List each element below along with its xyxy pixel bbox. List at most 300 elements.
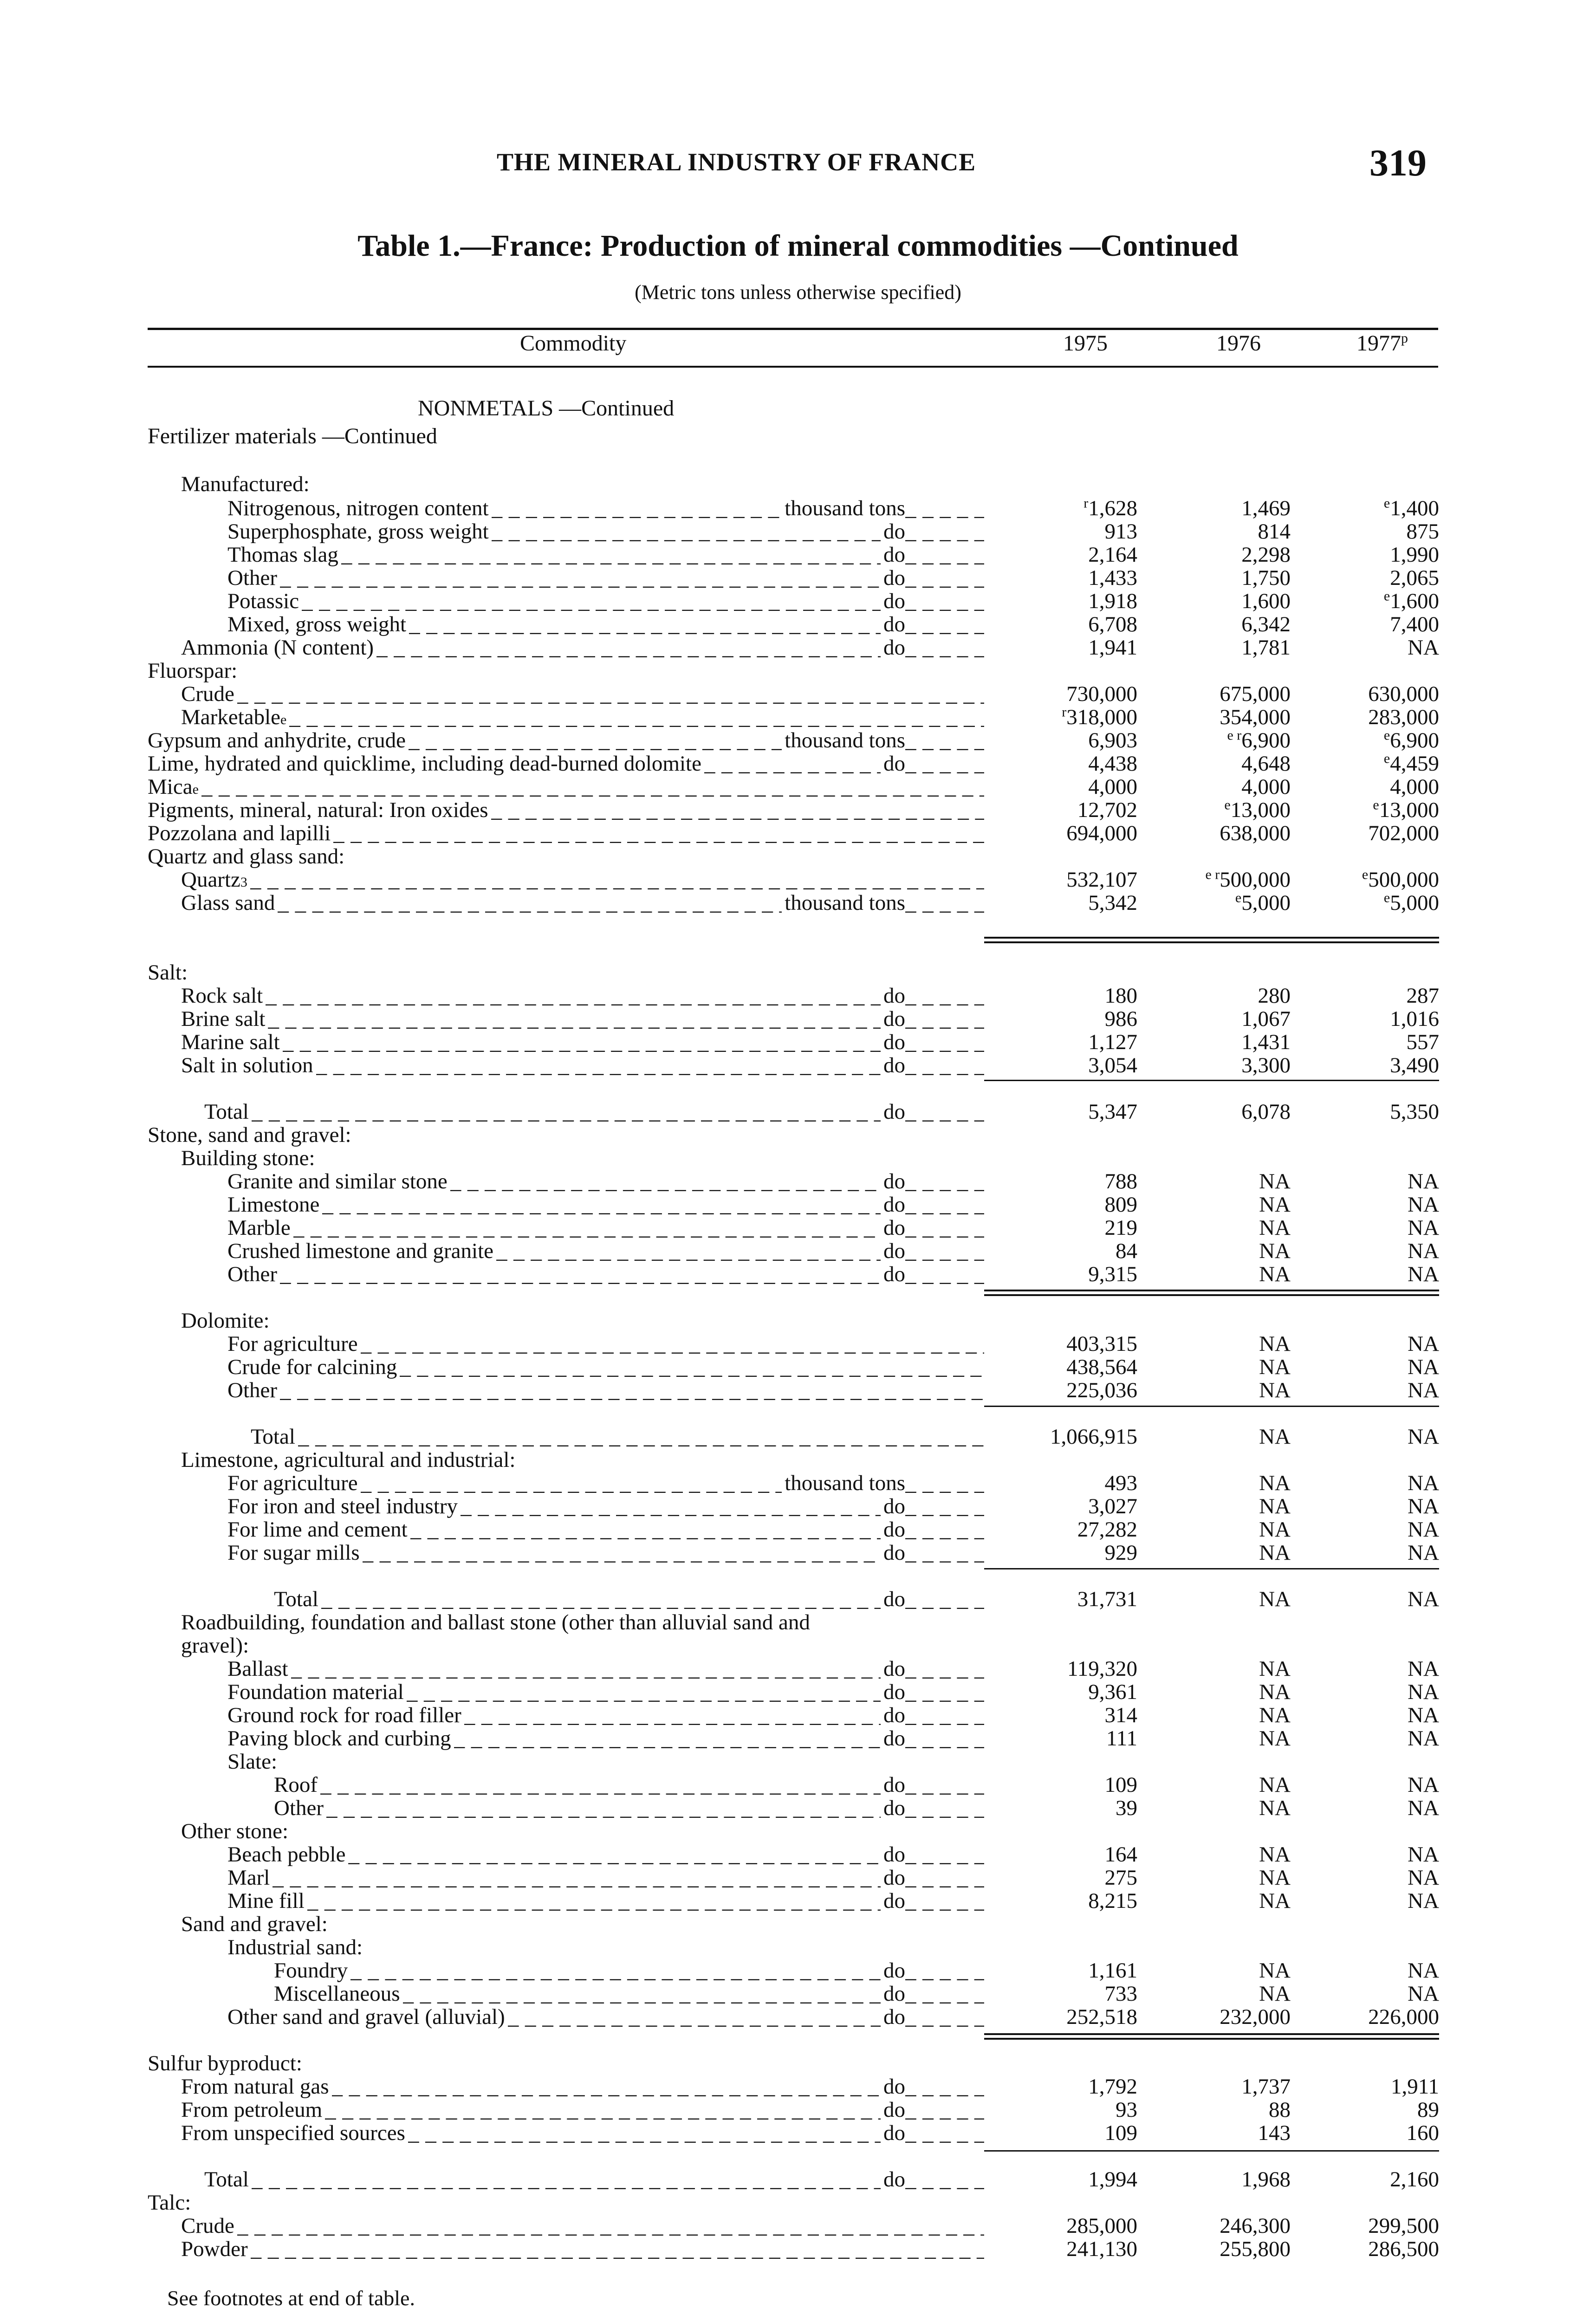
- row-label-text: For iron and steel industry: [227, 1495, 458, 1518]
- dot-leader: [289, 706, 984, 729]
- value-1976: [1151, 1657, 1291, 1680]
- value-1977: [1300, 775, 1439, 798]
- value-1977-text: NA: [1408, 635, 1439, 660]
- value-1976-text: 4,000: [1241, 775, 1291, 799]
- row-unit: do: [883, 1982, 905, 2005]
- value-1975: [1012, 613, 1137, 636]
- value-1977-text: 500,000: [1368, 868, 1439, 892]
- value-1976-text: 1,067: [1241, 1007, 1291, 1031]
- value-1975-text: 180: [1104, 984, 1137, 1008]
- row-label-text: Other: [274, 1796, 324, 1820]
- value-1976: [1151, 1379, 1291, 1402]
- value-1977-text: NA: [1408, 1796, 1439, 1820]
- dot-leader: [704, 752, 881, 775]
- value-1977-text: 875: [1406, 519, 1439, 544]
- row-label: [227, 613, 984, 636]
- row-label: [227, 1843, 984, 1866]
- value-1976-text: 675,000: [1220, 682, 1291, 706]
- value-1977: [1300, 1680, 1439, 1704]
- value-1977: [1300, 543, 1439, 566]
- value-1976-text: 1,750: [1241, 566, 1291, 590]
- value-1976-text: 6,900: [1241, 728, 1291, 752]
- dot-leader: [268, 1007, 881, 1031]
- value-1975-text: 730,000: [1066, 682, 1137, 706]
- value-1976-text: NA: [1259, 1378, 1291, 1402]
- row-unit: do: [883, 1518, 905, 1541]
- dot-leader: [409, 613, 881, 636]
- value-1977: [1300, 822, 1439, 845]
- value-1976: [1151, 1495, 1291, 1518]
- row-label: [227, 1170, 984, 1193]
- table-row: [0, 1100, 1596, 1123]
- value-1975: [1012, 1332, 1137, 1355]
- row-label: [274, 1982, 984, 2005]
- value-1977: [1300, 566, 1439, 590]
- value-1977-text: 5,000: [1390, 891, 1439, 915]
- value-1977: [1300, 1007, 1439, 1031]
- dot-leader: [332, 2075, 881, 2098]
- row-label-text: Crude: [181, 2214, 234, 2237]
- value-1977: [1300, 682, 1439, 706]
- sand-gravel-double-rule: [984, 2033, 1439, 2035]
- value-1975-text: 1,994: [1088, 2167, 1137, 2191]
- value-1977: [1300, 1796, 1439, 1820]
- row-label-text: Nitrogenous, nitrogen content: [227, 497, 489, 520]
- value-1975: [1012, 1495, 1137, 1518]
- row-label-text: Sand and gravel:: [181, 1913, 328, 1936]
- header-1977-year: 1977: [1356, 331, 1401, 356]
- value-1976-text: 280: [1258, 984, 1291, 1008]
- row-label-text: gravel):: [181, 1634, 249, 1657]
- value-1977-text: 299,500: [1368, 2214, 1439, 2238]
- value-1976: [1151, 984, 1291, 1007]
- table-row: [0, 891, 1596, 914]
- row-label-text: Other: [227, 1263, 278, 1286]
- dot-leader-end: [905, 1007, 984, 1031]
- value-1975-mark: r: [1062, 704, 1067, 720]
- value-1976: [1151, 775, 1291, 798]
- table-row: [0, 1541, 1596, 1564]
- dot-leader: [325, 2098, 881, 2121]
- value-1975-text: 694,000: [1066, 821, 1137, 845]
- value-1976: [1151, 1170, 1291, 1193]
- value-1975-text: 913: [1104, 519, 1137, 544]
- value-1975: [1012, 1959, 1137, 1982]
- dot-leader-end: [905, 636, 984, 659]
- value-1977-text: NA: [1408, 1866, 1439, 1890]
- dot-leader: [361, 1472, 782, 1495]
- row-label-text: Ground rock for road filler: [227, 1704, 461, 1727]
- value-1975-text: 532,107: [1066, 868, 1137, 892]
- row-label: [181, 1634, 1300, 1657]
- value-1976: [1151, 706, 1291, 729]
- row-label: [148, 822, 984, 845]
- value-1977-text: 1,016: [1390, 1007, 1439, 1031]
- value-1975-text: 12,702: [1077, 798, 1137, 822]
- value-1977-text: 4,459: [1390, 752, 1439, 776]
- table-row: [0, 2214, 1596, 2237]
- dot-leader-end: [905, 2005, 984, 2029]
- dot-leader-end: [905, 1495, 984, 1518]
- value-1975-text: 493: [1104, 1471, 1137, 1495]
- value-1975: [1012, 543, 1137, 566]
- value-1977: [1300, 1843, 1439, 1866]
- value-1975-text: 3,054: [1088, 1053, 1137, 1077]
- dot-leader: [350, 1959, 881, 1982]
- row-label-text: Glass sand: [181, 891, 275, 914]
- value-1977: [1300, 2168, 1439, 2191]
- row-unit: thousand tons: [785, 497, 905, 520]
- row-label: [181, 984, 984, 1007]
- row-label-text: Salt:: [148, 961, 188, 984]
- value-1977-text: NA: [1408, 1657, 1439, 1681]
- value-1975: [1012, 2075, 1137, 2098]
- value-1976: [1151, 1239, 1291, 1263]
- value-1975: [1012, 2121, 1137, 2145]
- value-1976-text: 638,000: [1220, 821, 1291, 845]
- value-1975: [1012, 752, 1137, 775]
- value-1975: [1012, 1100, 1137, 1123]
- row-label: [227, 1216, 984, 1239]
- value-1976-text: NA: [1259, 1982, 1291, 2006]
- value-1976-text: NA: [1259, 1494, 1291, 1518]
- row-label-text: Lime, hydrated and quicklime, including dead-burned dolomite: [148, 752, 701, 775]
- table-row: [0, 1518, 1596, 1541]
- dot-leader: [307, 1889, 881, 1913]
- row-label: [227, 497, 984, 520]
- value-1976-text: 13,000: [1230, 798, 1291, 822]
- value-1977: [1300, 984, 1439, 1007]
- value-1976: [1151, 1332, 1291, 1355]
- value-1977: [1300, 1704, 1439, 1727]
- row-label-text: Fluorspar:: [148, 659, 238, 682]
- value-1975: [1012, 2168, 1137, 2191]
- value-1975-text: 318,000: [1066, 705, 1137, 729]
- value-1977-text: NA: [1408, 1889, 1439, 1913]
- dot-leader-end: [905, 1263, 984, 1286]
- dot-leader-end: [905, 1472, 984, 1495]
- value-1975-text: 109: [1104, 1773, 1137, 1797]
- value-1976-text: 5,000: [1241, 891, 1291, 915]
- row-unit: do: [883, 1773, 905, 1796]
- dot-leader-end: [905, 497, 984, 520]
- value-1976-text: NA: [1259, 1239, 1291, 1263]
- glass-sand-double-rule-2: [984, 941, 1439, 943]
- table-row: [0, 1611, 1596, 1634]
- value-1975: [1012, 1355, 1137, 1379]
- value-1977-text: NA: [1408, 1958, 1439, 1983]
- value-1975: [1012, 1704, 1137, 1727]
- dot-leader-end: [905, 613, 984, 636]
- row-unit: do: [883, 2075, 905, 2098]
- table-row: [0, 659, 1596, 682]
- dot-leader-end: [905, 1889, 984, 1913]
- dot-leader-end: [905, 1239, 984, 1263]
- value-1976-text: NA: [1259, 1866, 1291, 1890]
- value-1975-text: 241,130: [1066, 2237, 1137, 2261]
- row-unit: do: [883, 1704, 905, 1727]
- row-label: [181, 1913, 1300, 1936]
- row-label-text: Paving block and curbing: [227, 1727, 451, 1750]
- building-stone-double-rule: [984, 1290, 1439, 1291]
- dot-leader: [408, 2121, 881, 2145]
- value-1976-text: NA: [1259, 1169, 1291, 1193]
- value-1976: [1151, 729, 1291, 752]
- value-1977: [1300, 1054, 1439, 1077]
- dot-leader: [491, 798, 984, 822]
- table-row: [0, 1727, 1596, 1750]
- value-1977-text: NA: [1408, 1587, 1439, 1611]
- value-1976-text: 1,469: [1241, 496, 1291, 520]
- value-1977-mark: e: [1383, 890, 1390, 906]
- value-1976-text: 354,000: [1220, 705, 1291, 729]
- value-1975: [1012, 1541, 1137, 1564]
- value-1975-text: 31,731: [1077, 1587, 1137, 1611]
- value-1977-mark: e: [1383, 588, 1390, 604]
- dot-leader: [326, 1796, 881, 1820]
- row-unit: do: [883, 1239, 905, 1263]
- value-1975-text: 5,342: [1088, 891, 1137, 915]
- value-1976: [1151, 1472, 1291, 1495]
- value-1976: [1151, 752, 1291, 775]
- table-row: [0, 1936, 1596, 1959]
- dot-leader: [298, 1425, 984, 1448]
- value-1975-text: 5,347: [1088, 1100, 1137, 1124]
- table-subtitle: (Metric tons unless otherwise specified): [635, 281, 961, 304]
- row-label-text: Ballast: [227, 1657, 288, 1680]
- value-1975: [1012, 1379, 1137, 1402]
- row-label: [227, 1866, 984, 1889]
- value-1975-text: 119,320: [1067, 1657, 1137, 1681]
- row-label: [227, 1263, 984, 1286]
- value-1975-text: 788: [1104, 1169, 1137, 1193]
- value-1976-mark: e r: [1205, 867, 1220, 882]
- row-label-text: Other stone:: [181, 1820, 289, 1843]
- table-row: [0, 868, 1596, 891]
- table-row: [0, 1866, 1596, 1889]
- value-1975: [1012, 2237, 1137, 2261]
- table-row: [0, 1982, 1596, 2005]
- value-1977: [1300, 1518, 1439, 1541]
- row-unit: do: [883, 1193, 905, 1216]
- dot-leader: [251, 2237, 984, 2261]
- dot-leader-end: [905, 1031, 984, 1054]
- table-row: [0, 590, 1596, 613]
- row-label-text: Pozzolana and lapilli: [148, 822, 331, 845]
- dot-leader: [237, 682, 984, 706]
- row-label: [227, 1936, 1300, 1959]
- value-1976-text: 4,648: [1241, 752, 1291, 776]
- value-1975: [1012, 1054, 1137, 1077]
- value-1975: [1012, 729, 1137, 752]
- value-1977-text: 89: [1417, 2098, 1439, 2122]
- value-1977: [1300, 1332, 1439, 1355]
- value-1977-text: NA: [1408, 1471, 1439, 1495]
- row-unit: do: [883, 1170, 905, 1193]
- dot-leader: [508, 2005, 881, 2029]
- row-label-text: Ammonia (N content): [181, 636, 374, 659]
- dot-leader: [492, 520, 881, 543]
- value-1976: [1151, 543, 1291, 566]
- row-label-text: For agriculture: [227, 1472, 358, 1495]
- value-1975: [1012, 1727, 1137, 1750]
- table-row: [0, 1309, 1596, 1332]
- header-1977-mark: p: [1401, 331, 1408, 346]
- value-1975: [1012, 868, 1137, 891]
- row-label-text: Gypsum and anhydrite, crude: [148, 729, 406, 752]
- value-1976-text: NA: [1259, 1726, 1291, 1750]
- row-label-text: Thomas slag: [227, 543, 338, 566]
- value-1976-text: NA: [1259, 1541, 1291, 1565]
- value-1977: [1300, 1866, 1439, 1889]
- row-unit: do: [883, 2168, 905, 2191]
- row-label: [148, 2052, 1300, 2075]
- row-label: [181, 1820, 1300, 1843]
- value-1977-mark: e: [1383, 751, 1390, 766]
- value-1977: [1300, 1495, 1439, 1518]
- dot-leader: [280, 1379, 984, 1402]
- value-1977-text: 6,900: [1390, 728, 1439, 752]
- table-row: [0, 752, 1596, 775]
- value-1975-text: 1,628: [1088, 496, 1137, 520]
- value-1975: [1012, 590, 1137, 613]
- table-row: [0, 822, 1596, 845]
- value-1975-text: 986: [1104, 1007, 1137, 1031]
- row-label: [227, 2005, 984, 2029]
- value-1976: [1151, 2214, 1291, 2237]
- value-1977-text: NA: [1408, 1842, 1439, 1867]
- dot-leader: [454, 1727, 881, 1750]
- value-1976-text: NA: [1259, 1958, 1291, 1983]
- value-1977-text: NA: [1408, 1494, 1439, 1518]
- dot-leader-end: [905, 1657, 984, 1680]
- value-1977: [1300, 2237, 1439, 2261]
- row-label: [181, 891, 984, 914]
- row-label: [227, 1704, 984, 1727]
- row-label-text: Rock salt: [181, 984, 263, 1007]
- dot-leader-end: [905, 1704, 984, 1727]
- dot-leader-end: [905, 984, 984, 1007]
- value-1976-text: NA: [1259, 1587, 1291, 1611]
- value-1975-text: 3,027: [1088, 1494, 1137, 1518]
- dot-leader: [409, 729, 782, 752]
- table-row: [0, 1170, 1596, 1193]
- dot-leader: [316, 1054, 881, 1077]
- dot-leader-end: [905, 2168, 984, 2191]
- dot-leader: [201, 775, 984, 798]
- row-unit: thousand tons: [785, 729, 905, 752]
- row-label: [181, 2098, 984, 2121]
- dot-leader: [341, 543, 881, 566]
- dolomite-subtotal-rule: [984, 1406, 1439, 1407]
- table-row: [0, 1147, 1596, 1170]
- value-1977-text: 1,911: [1390, 2075, 1439, 2099]
- table-row: [0, 2005, 1596, 2029]
- table-row: [0, 1123, 1596, 1147]
- row-label-text: For sugar mills: [227, 1541, 360, 1564]
- row-label-text: Foundry: [274, 1959, 348, 1982]
- value-1975-text: 809: [1104, 1193, 1137, 1217]
- value-1976: [1151, 1866, 1291, 1889]
- value-1977: [1300, 729, 1439, 752]
- value-1977-text: NA: [1408, 1680, 1439, 1704]
- row-label-text: Brine salt: [181, 1007, 266, 1031]
- row-unit: do: [883, 1588, 905, 1611]
- row-label-text: Miscellaneous: [274, 1982, 400, 2005]
- row-label-text: Beach pebble: [227, 1843, 346, 1866]
- value-1977: [1300, 891, 1439, 914]
- value-1975-text: 27,282: [1077, 1517, 1137, 1542]
- dot-leader: [403, 1982, 881, 2005]
- table-title: Table 1.—France: Production of mineral commodities —Continued: [357, 229, 1239, 263]
- dot-leader: [252, 1100, 881, 1123]
- row-label-text: Other: [227, 566, 278, 590]
- dot-leader: [237, 2214, 984, 2237]
- value-1975-text: 929: [1104, 1541, 1137, 1565]
- row-unit: do: [883, 752, 905, 775]
- value-1975-text: 109: [1104, 2121, 1137, 2145]
- table-row: [0, 1332, 1596, 1355]
- dot-leader-end: [905, 1518, 984, 1541]
- table-row: [0, 1263, 1596, 1286]
- row-label-text: Total: [274, 1588, 318, 1611]
- value-1976: [1151, 2075, 1291, 2098]
- value-1976: [1151, 1982, 1291, 2005]
- value-1975: [1012, 1216, 1137, 1239]
- table-row: [0, 2098, 1596, 2121]
- value-1975-text: 6,708: [1088, 612, 1137, 636]
- value-1976: [1151, 1773, 1291, 1796]
- row-unit: do: [883, 520, 905, 543]
- table-row: [0, 798, 1596, 822]
- value-1975-text: 111: [1106, 1726, 1137, 1750]
- value-1976: [1151, 1031, 1291, 1054]
- dot-leader: [333, 822, 984, 845]
- row-unit: do: [883, 1727, 905, 1750]
- row-label-text: Total: [204, 1100, 249, 1123]
- row-unit: do: [883, 2121, 905, 2145]
- row-label-text: Total: [204, 2168, 249, 2191]
- value-1976-text: 246,300: [1220, 2214, 1291, 2238]
- value-1977: [1300, 1425, 1439, 1448]
- dot-leader-end: [905, 1796, 984, 1820]
- row-unit: do: [883, 613, 905, 636]
- row-label-text: Crushed limestone and granite: [227, 1239, 493, 1263]
- value-1976: [1151, 1588, 1291, 1611]
- dot-leader-end: [905, 1959, 984, 1982]
- value-1977-text: 13,000: [1379, 798, 1439, 822]
- value-1976-text: NA: [1259, 1657, 1291, 1681]
- value-1976: [1151, 1193, 1291, 1216]
- table-row: [0, 1448, 1596, 1472]
- value-1977: [1300, 497, 1439, 520]
- value-1977: [1300, 1657, 1439, 1680]
- value-1975: [1012, 2005, 1137, 2029]
- value-1975-text: 733: [1104, 1982, 1137, 2006]
- row-unit: do: [883, 1889, 905, 1913]
- row-label: [227, 1472, 984, 1495]
- value-1977-mark: e: [1383, 495, 1390, 511]
- row-label: [148, 798, 984, 822]
- row-unit: do: [883, 1054, 905, 1077]
- value-1975: [1012, 1843, 1137, 1866]
- row-label: [148, 659, 1300, 682]
- row-label-text: Marble: [227, 1216, 291, 1239]
- value-1975: [1012, 1007, 1137, 1031]
- table-row: [0, 1773, 1596, 1796]
- value-1977: [1300, 1355, 1439, 1379]
- value-1977: [1300, 1959, 1439, 1982]
